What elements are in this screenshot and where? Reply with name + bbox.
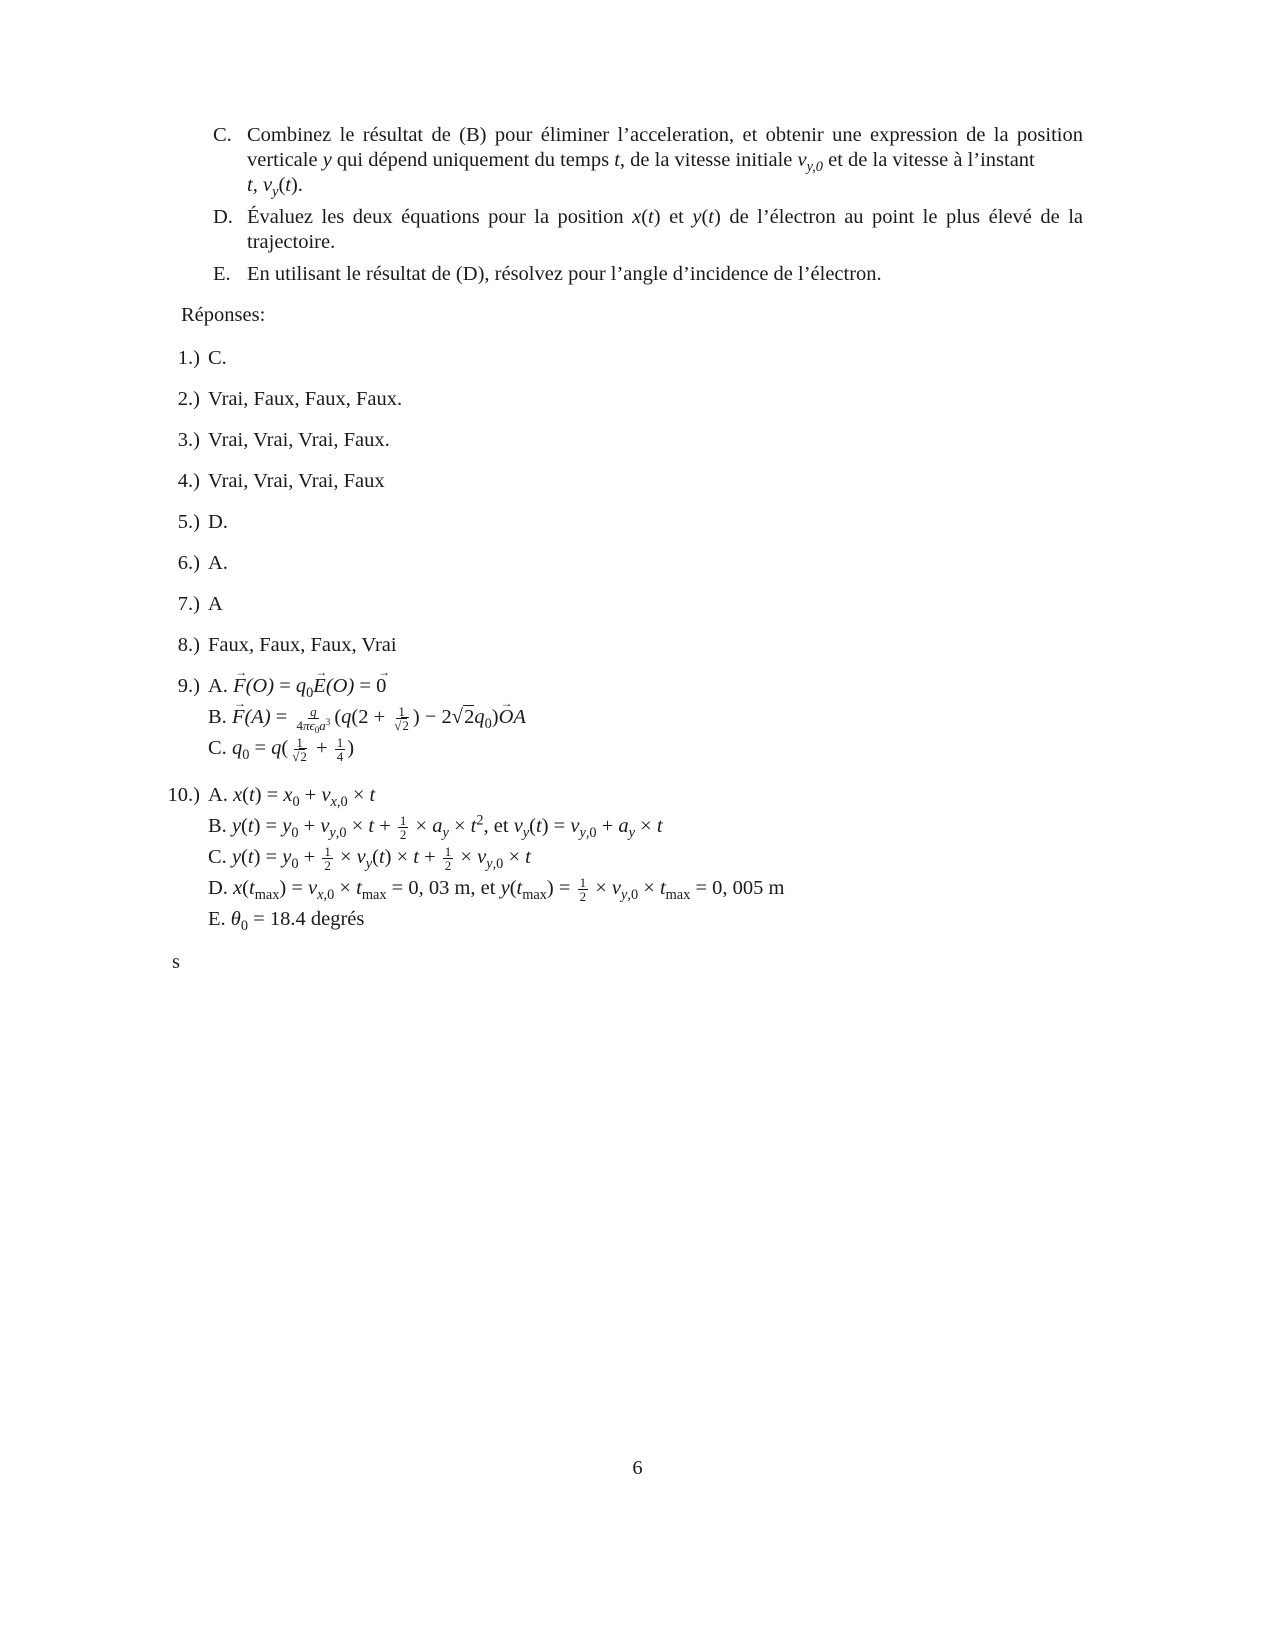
answer-10-part-c: C. $y(t) = y_0$ + $\frac{1}{2}$ × $v_y(t) \times t$ + $\frac{1}{2}$ × $v_{y,0} \times t$ bbox=[208, 844, 531, 873]
item-label: D. bbox=[213, 206, 233, 228]
answer-10-part-b: B. $y(t) = y_0 + v_{y,0} \times t$ + $\frac{1}{2}$ × $a_y \times t^2$, et $v_y(t) = v_{y,0} + a_y \times t$ bbox=[208, 812, 663, 842]
item-label: C. bbox=[213, 124, 232, 146]
answer-6 bbox=[150, 551, 1050, 576]
answer-5 bbox=[150, 510, 1050, 535]
answer-9-part-b: B. → F(A) = $\frac{q}{4\pi\epsilon_0a^3}$ (q(2 + $\frac{1}{√2}$ ) − $2√2q_0)\to$ OA bbox=[208, 705, 1050, 736]
trailing-text: s bbox=[172, 951, 180, 973]
instruction-list bbox=[213, 123, 1083, 294]
answer-9-parts bbox=[208, 674, 1050, 767]
answer-10-parts bbox=[208, 783, 1050, 938]
instruction-item-e bbox=[213, 262, 1083, 287]
answer-number: 3.) bbox=[177, 429, 200, 451]
answer-8 bbox=[150, 633, 1050, 658]
answer-text: A bbox=[208, 593, 223, 615]
answer-number: 2.) bbox=[177, 388, 200, 410]
answer-text: Vrai, Vrai, Vrai, Faux. bbox=[208, 429, 390, 451]
item-text: Combinez le résultat de (B) pour éliminer l’acceleration, et obtenir une expression de la position verticale y qui dépend uniquement du temps t, de la vitesse initiale $v_{y,0}$ et de la vitesse à l’instant t, $v_y(t)$. bbox=[247, 124, 1083, 201]
answer-1 bbox=[150, 346, 1050, 371]
answer-text: Vrai, Vrai, Vrai, Faux bbox=[208, 470, 385, 492]
answer-text: D. bbox=[208, 511, 228, 533]
answer-text: A. bbox=[208, 552, 228, 574]
reponses-heading: Réponses: bbox=[181, 304, 266, 326]
answer-number: 7.) bbox=[177, 593, 200, 615]
page-number: 6 bbox=[632, 1457, 643, 1479]
answer-2 bbox=[150, 387, 1050, 412]
item-text: Évaluez les deux équations pour la position x(t) et y(t) de l’électron au point le plus élevé de la trajectoire. bbox=[247, 206, 1084, 253]
answer-number: 1.) bbox=[177, 347, 200, 369]
answer-3 bbox=[150, 428, 1050, 453]
answer-9 bbox=[150, 674, 1050, 767]
answer-number: 8.) bbox=[177, 634, 200, 656]
answer-number: 10.) bbox=[167, 784, 200, 806]
answer-9-part-c: C. $q_0 = q$( $\frac{1}{√2}$ + $\frac{1}{4}$ ) bbox=[208, 735, 355, 764]
answer-9-part-a: A. → $F(O) = q_0\to E(O)$ = → 0 bbox=[208, 674, 1050, 705]
answer-number: 9.) bbox=[177, 675, 200, 697]
item-text: En utilisant le résultat de (D), résolvez pour l’angle d’incidence de l’électron. bbox=[247, 263, 882, 285]
answer-4 bbox=[150, 469, 1050, 494]
instruction-item-c bbox=[213, 123, 1083, 201]
answer-text: Faux, Faux, Faux, Vrai bbox=[208, 634, 397, 656]
answer-list bbox=[150, 346, 1050, 954]
answer-10-part-d: D. $x(t_{max}) = v_{x,0} \times t_{max} = 0$, 03 m, et $y(t_{max})$ = $\frac{1}{2}$ × $v_{y,0} \times t_{max} = 0$, 005 m bbox=[208, 875, 785, 904]
answer-text: C. bbox=[208, 347, 227, 369]
answer-10-part-e: E. $\theta_0 = 18.4$ degrés bbox=[208, 908, 365, 935]
answer-10 bbox=[150, 783, 1050, 938]
answer-number: 6.) bbox=[177, 552, 200, 574]
instruction-item-d bbox=[213, 205, 1083, 255]
answer-text: Vrai, Faux, Faux, Faux. bbox=[208, 388, 403, 410]
answer-10-part-a: A. $x(t) = x_0 + v_{x,0} \times t$ bbox=[208, 784, 376, 811]
item-label: E. bbox=[213, 263, 231, 285]
answer-number: 5.) bbox=[177, 511, 200, 533]
answer-7 bbox=[150, 592, 1050, 617]
answer-number: 4.) bbox=[177, 470, 200, 492]
